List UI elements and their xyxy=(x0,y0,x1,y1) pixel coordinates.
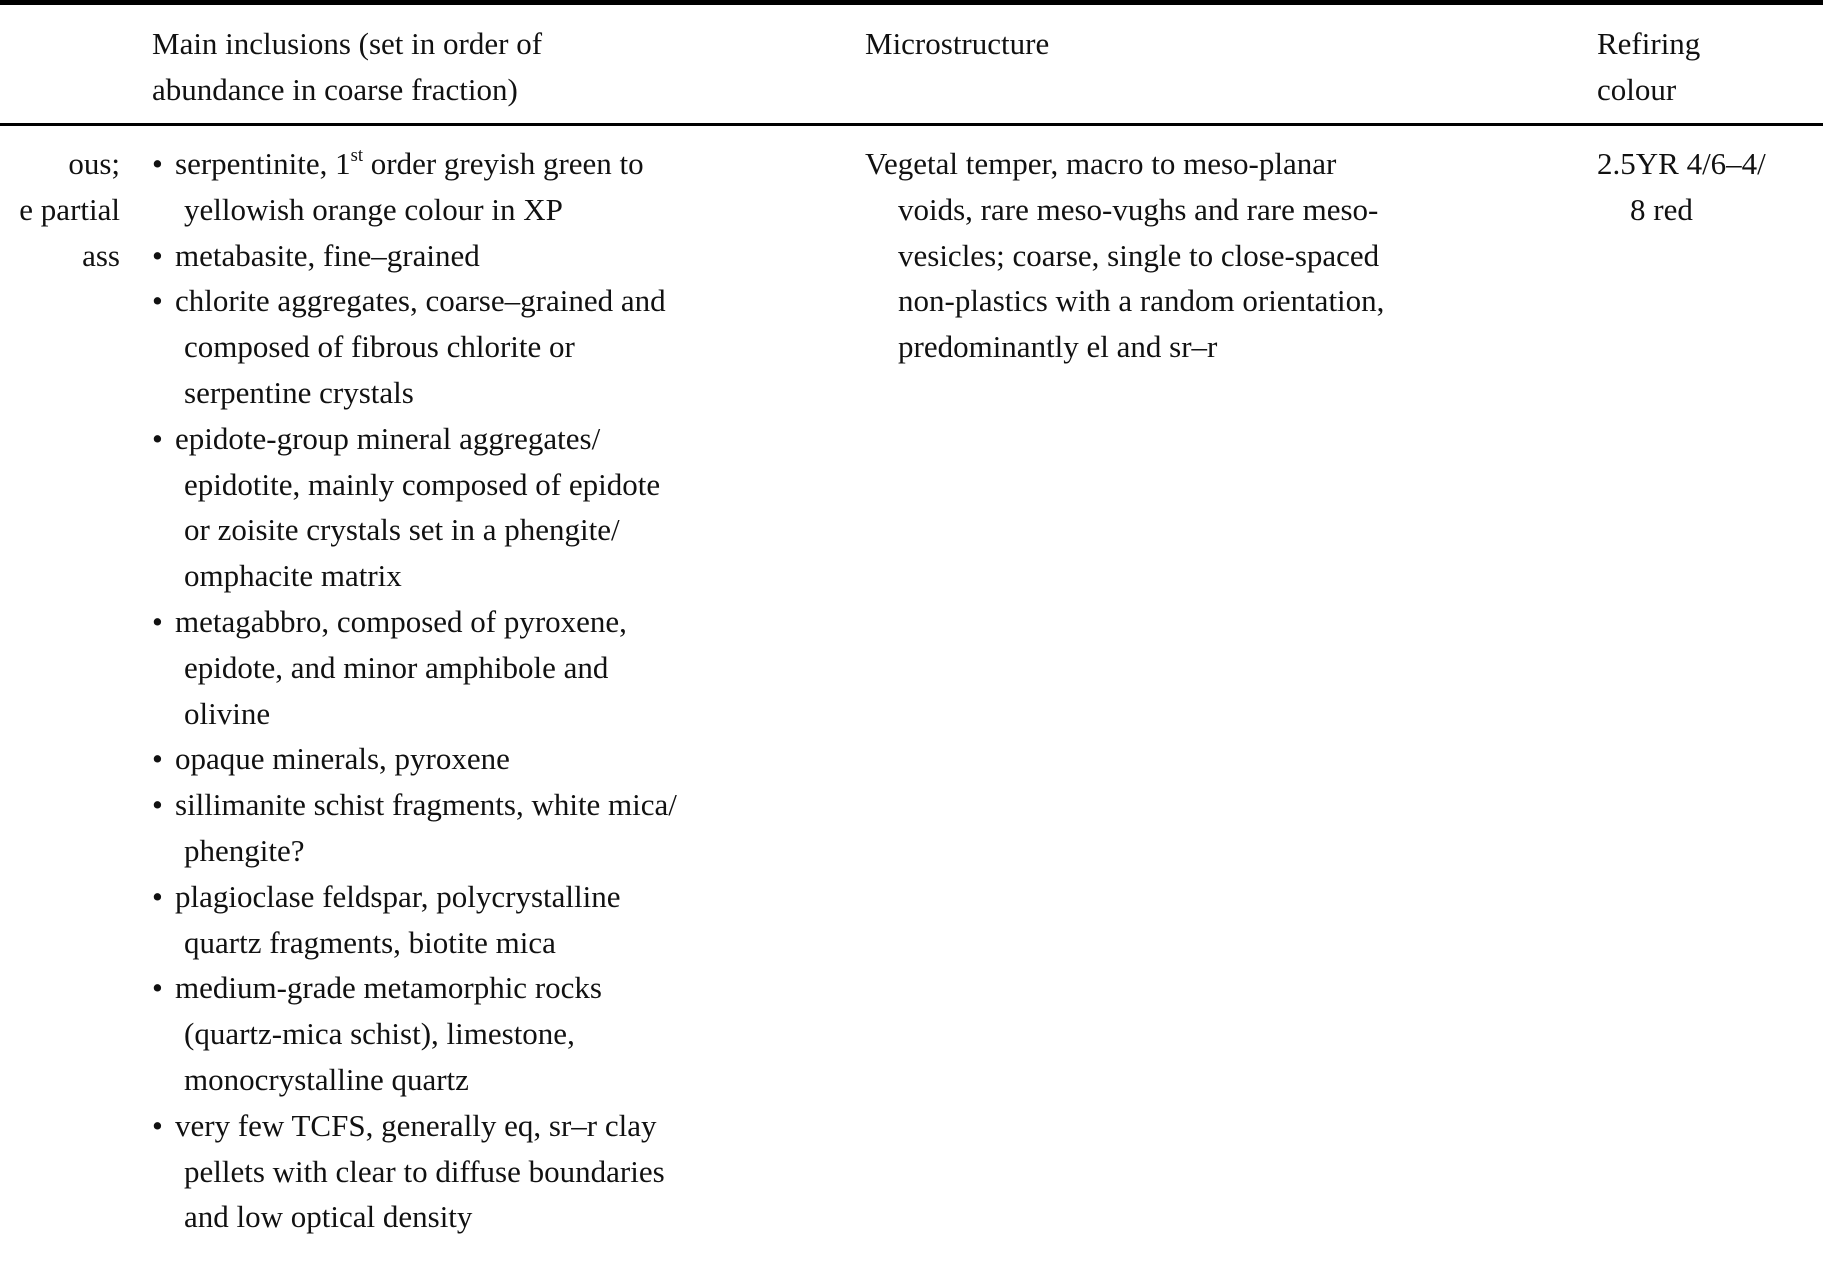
microstructure-line: non-plastics with a random orientation, xyxy=(898,283,1385,319)
bullet-icon: • xyxy=(152,420,163,456)
item-text: (quartz-mica schist), limestone, xyxy=(184,1016,575,1052)
bullet-icon: • xyxy=(152,603,163,639)
header-line: Microstructure xyxy=(865,26,1050,61)
list-item xyxy=(152,141,677,233)
bullet-icon: • xyxy=(152,741,163,777)
microstructure-line: voids, rare meso-vughs and rare meso- xyxy=(898,191,1379,227)
item-text: epidote-group mineral aggregates/ xyxy=(175,420,601,456)
item-text: composed of fibrous chlorite or xyxy=(184,329,575,365)
item-text: very few TCFS, generally eq, sr–r clay xyxy=(175,1107,657,1143)
header-line: Main inclusions (set in order of xyxy=(152,26,543,61)
item-text: phengite? xyxy=(184,832,305,868)
list-item xyxy=(152,782,677,874)
item-text: pellets with clear to diffuse boundaries xyxy=(184,1153,665,1189)
item-text: serpentinite, xyxy=(175,146,336,181)
bullet-icon: • xyxy=(152,970,163,1006)
list-item xyxy=(152,599,677,736)
list-item xyxy=(152,278,677,415)
item-text: yellowish orange colour in XP xyxy=(184,191,563,227)
table-top-rule xyxy=(0,0,1823,5)
ordinal-suffix: st xyxy=(350,144,364,166)
microstructure-line: vesicles; coarse, single to close-spaced xyxy=(898,237,1380,273)
item-text: or zoisite crystals set in a phengite/ xyxy=(184,512,620,548)
header-line: colour xyxy=(1597,71,1677,107)
item-text: and low optical density xyxy=(184,1199,473,1235)
refiring-line: 2.5YR 4/6–4/ xyxy=(1597,146,1766,181)
header-line: abundance in coarse fraction) xyxy=(152,71,518,107)
item-text: chlorite aggregates, coarse–grained and xyxy=(175,283,666,319)
ordinal-number: 1 xyxy=(335,146,351,181)
header-main-inclusions xyxy=(152,21,542,113)
header-refiring-colour xyxy=(1597,21,1700,113)
list-item xyxy=(152,965,677,1102)
item-text: olivine xyxy=(184,695,271,731)
item-text: epidote, and minor amphibole and xyxy=(184,649,609,685)
item-text: opaque minerals, pyroxene xyxy=(175,741,510,777)
list-item xyxy=(152,1103,677,1240)
list-item xyxy=(152,233,677,279)
item-text: order greyish green to xyxy=(363,146,644,181)
fragment-line: e partial xyxy=(19,191,120,227)
item-text: plagioclase feldspar, polycrystalline xyxy=(175,878,621,914)
header-line: Refiring xyxy=(1597,26,1701,61)
bullet-icon: • xyxy=(152,1107,163,1143)
item-text: omphacite matrix xyxy=(184,558,402,594)
item-text: epidotite, mainly composed of epidote xyxy=(184,466,661,502)
fragment-line: ass xyxy=(82,237,120,273)
fragment-line: ous; xyxy=(68,146,120,181)
table-header-rule xyxy=(0,123,1823,126)
refiring-line: 8 red xyxy=(1630,191,1693,227)
item-text: monocrystalline quartz xyxy=(184,1061,469,1097)
item-text: metabasite, fine–grained xyxy=(175,237,480,273)
microstructure-line: Vegetal temper, macro to meso-planar xyxy=(865,146,1337,181)
item-text: medium-grade metamorphic rocks xyxy=(175,970,602,1006)
bullet-icon: • xyxy=(152,146,163,181)
bullet-icon: • xyxy=(152,237,163,273)
header-microstructure xyxy=(865,21,1049,67)
item-text: serpentine crystals xyxy=(184,374,414,410)
bullet-icon: • xyxy=(152,787,163,823)
microstructure-line: predominantly el and sr–r xyxy=(898,329,1218,365)
bullet-icon: • xyxy=(152,283,163,319)
cell-microstructure xyxy=(865,141,1384,370)
cell-description-fragment xyxy=(0,141,130,278)
bullet-icon: • xyxy=(152,878,163,914)
list-item xyxy=(152,736,677,782)
item-text: quartz fragments, biotite mica xyxy=(184,924,556,960)
list-item xyxy=(152,874,677,966)
item-text: metagabbro, composed of pyroxene, xyxy=(175,603,627,639)
item-text: sillimanite schist fragments, white mica/ xyxy=(175,787,677,823)
list-item xyxy=(152,416,677,599)
cell-main-inclusions xyxy=(152,141,677,1240)
cell-refiring-colour xyxy=(1597,141,1766,233)
